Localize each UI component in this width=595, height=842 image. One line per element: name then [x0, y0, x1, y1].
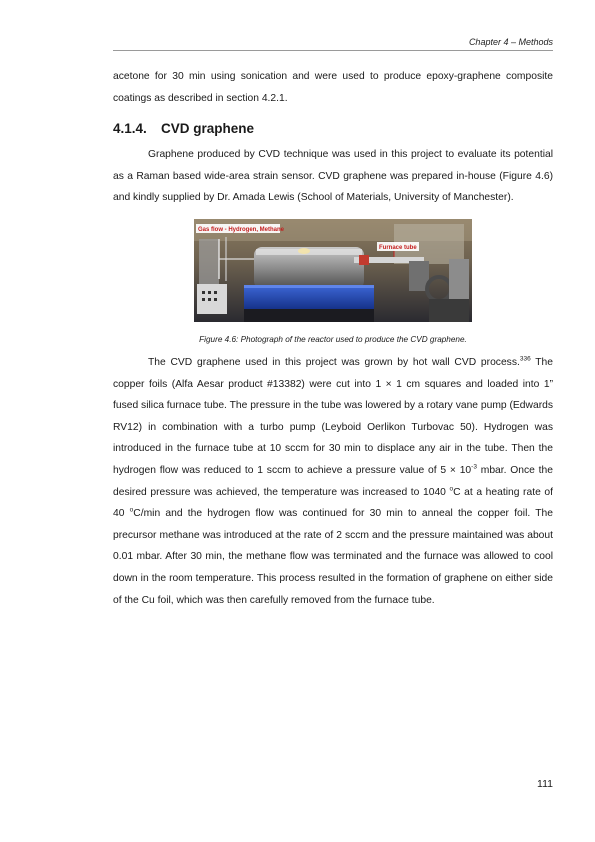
reactor-photo-drawing [194, 219, 472, 322]
paragraph-1: Graphene produced by CVD technique was used in this project to evaluate its potential as a Raman based wide-area strain sensor. CVD graphene was prepared in-house (Figure 4.6) and kindly supplied by Dr. Amada Lewis (School of Materials, University of Manchester). [113, 149, 553, 204]
figure-caption: Figure 4.6: Photograph of the reactor used to produce the CVD graphene. [199, 334, 467, 344]
gas-flow-label: Gas flow - Hydrogen, Methane [198, 226, 285, 233]
section-number: 4.1.4. [113, 121, 147, 137]
p2-start: The CVD graphene used in this project was grown by hot wall CVD process. [148, 356, 520, 368]
furnace-tube-label: Furnace tube [379, 244, 417, 251]
figure [113, 219, 553, 346]
reactor-photo [194, 219, 472, 322]
running-header: Chapter 4 – Methods [468, 37, 553, 47]
exponent: -3 [471, 463, 477, 471]
degree-symbol: o [129, 506, 134, 514]
p2-end: C/min and the hydrogen flow was continued for 30 min to anneal the copper foil. The precursor methane was introduced at the rate of 2 sccm and the pressure maintained was about 0.01 mbar. After 30 min, the methane flow was terminated and the furnace was allowed to cool down in the room temperature. This process resulted in the formation of graphene on either side of the Cu foil, which was then carefully removed from the furnace tube. [113, 508, 553, 606]
p2-mid3: C at a heating rate of 40 [113, 486, 553, 520]
section-title: CVD graphene [161, 121, 255, 137]
citation-ref: 336 [519, 355, 531, 363]
degree-symbol: o [449, 485, 454, 493]
section-heading [113, 120, 553, 138]
p2-mid2: mbar. Once the desired pressure was achieved, the temperature was increased to 1040 [113, 464, 553, 498]
p2-mid1: The copper foils (Alfa Aesar product #13382) were cut into 1 × 1 cm squares and loaded into 1” fused silica furnace tube. The pressure in the tube was lowered by a rotary vane pump (Edwards RV12) in combination with a turbo pump (Leyboid Oerlikon Turbovac 50). Hydrogen was introduced in the furnace tube at 10 sccm for 30 min to displace any air in the tube. Then the hydrogen flow was reduced to 1 sccm to achieve a pressure value of 5 × 10 [113, 356, 554, 476]
page-body [113, 66, 553, 611]
page-number: 111 [537, 778, 553, 790]
header-rule [113, 50, 553, 51]
paragraph-2 [113, 352, 553, 611]
intro-paragraph: acetone for 30 min using sonication and were used to produce epoxy-graphene composite coatings as described in section 4.2.1. [113, 71, 553, 104]
